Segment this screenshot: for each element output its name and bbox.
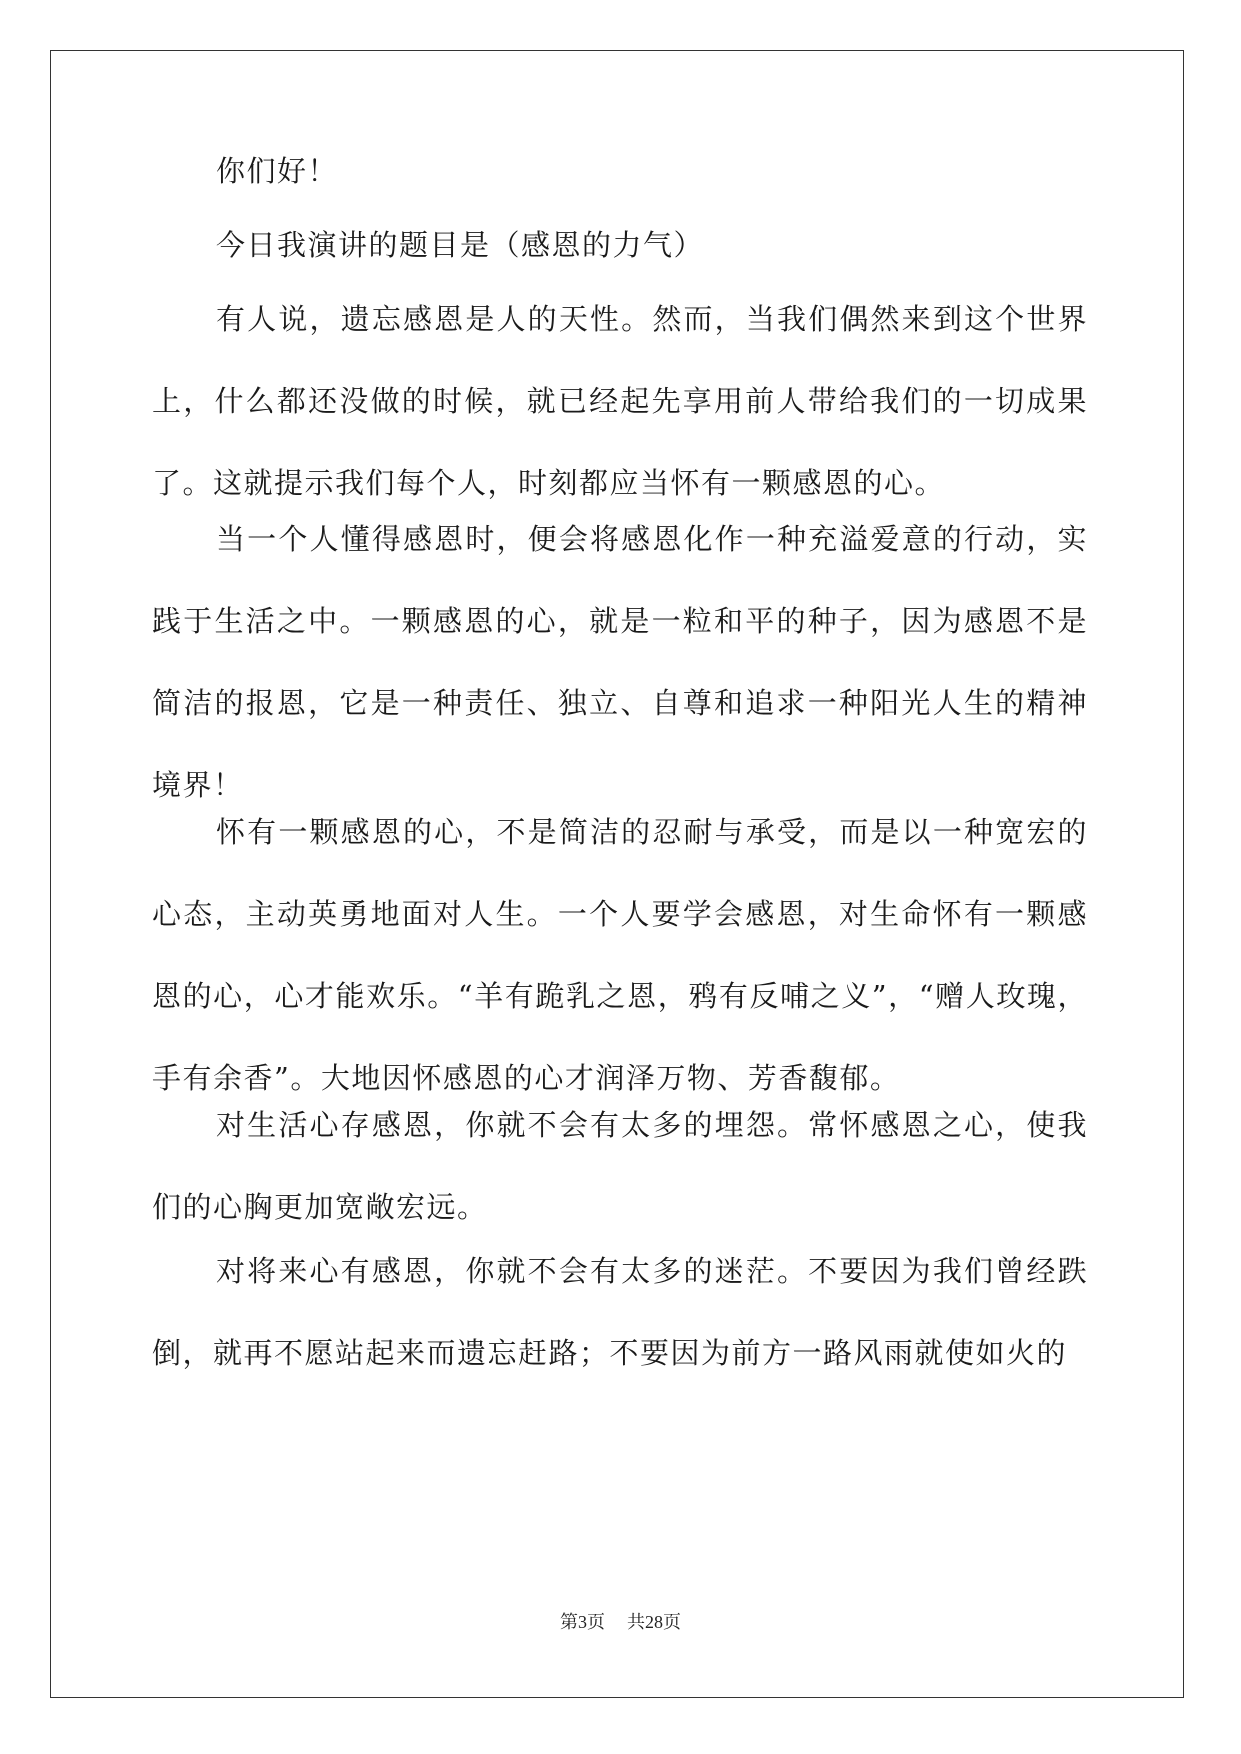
- body-paragraph-5: 对将来心有感恩，你就不会有太多的迷茫。不要因为我们曾经跌倒，就再不愿站起来而遗忘赶路；不要因为前方一路风雨就使如火的: [152, 1254, 1088, 1370]
- greeting-paragraph: 你们好！: [216, 154, 339, 188]
- body-paragraph-4: 对生活心存感恩，你就不会有太多的埋怨。常怀感恩之心，使我们的心胸更加宽敞宏远。: [152, 1108, 1088, 1224]
- page-footer: [0, 1608, 1241, 1634]
- page-total: 共28页: [627, 1612, 681, 1632]
- body-paragraph-3: 怀有一颗感恩的心，不是简洁的忍耐与承受，而是以一种宽宏的心态，主动英勇地面对人生。一个人要学会感恩，对生命怀有一颗感恩的心，心才能欢乐。“羊有跪乳之恩，鸦有反哺之义”，“赠人玫瑰，手有余香”。大地因怀感恩的心才润泽万物、芳香馥郁。: [152, 815, 1088, 1095]
- body-paragraph-1: 有人说，遗忘感恩是人的天性。然而，当我们偶然来到这个世界上，什么都还没做的时候，就已经起先享用前人带给我们的一切成果了。这就提示我们每个人，时刻都应当怀有一颗感恩的心。: [152, 302, 1088, 500]
- title-paragraph: 今日我演讲的题目是（感恩的力气）: [216, 228, 705, 262]
- body-paragraph-2: 当一个人懂得感恩时，便会将感恩化作一种充溢爱意的行动，实践于生活之中。一颗感恩的心，就是一粒和平的种子，因为感恩不是简洁的报恩，它是一种责任、独立、自尊和追求一种阳光人生的精神境界！: [152, 522, 1088, 802]
- page-number: 第3页: [560, 1612, 605, 1632]
